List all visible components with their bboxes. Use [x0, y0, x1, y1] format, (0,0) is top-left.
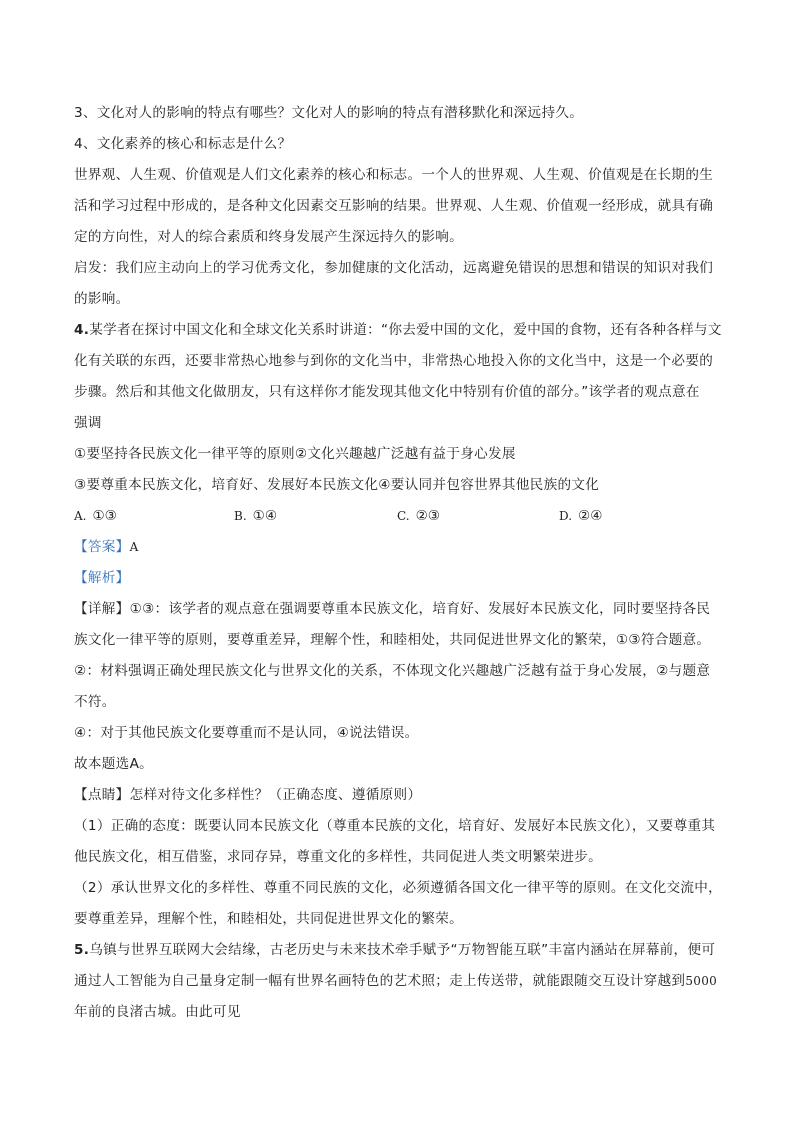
- choice-c: C. ②③: [397, 508, 440, 524]
- answer-line: [74, 532, 726, 563]
- text-line: 不符。: [74, 694, 116, 710]
- text-line: （2）承认世界文化的多样性、尊重不同民族的文化，必须遵循各国文化一律平等的原则。在文化交流中，: [74, 880, 723, 896]
- answer-choices: [74, 501, 726, 532]
- text-line: （1）正确的态度：既要认同本民族文化（尊重本民族的文化，培育好、发展好本民族文化），又要尊重其: [74, 818, 716, 834]
- option-line: ①要坚持各民族文化一律平等的原则②文化兴趣越广泛越有益于身心发展: [74, 446, 516, 462]
- choice-d: D. ②④: [559, 508, 603, 524]
- question-4-stem: 4.某学者在探讨中国文化和全球文化关系时讲道：“你去爱中国的文化，爱中国的食物，还有各种各样与文: [74, 322, 722, 338]
- document-page: [74, 98, 726, 1028]
- text-line: 的影响。: [74, 291, 130, 307]
- text-line: 族文化一律平等的原则，要尊重差异，理解个性，和睦相处，共同促进世界文化的繁荣，①③符合题意。: [74, 632, 711, 648]
- text-line: 3、文化对人的影响的特点有哪些？文化对人的影响的特点有潜移默化和深远持久。: [74, 105, 584, 121]
- text-line: 步骤。然后和其他文化做朋友，只有这样你才能发现其他文化中特别有价值的部分。”该学者的观点意在: [74, 384, 700, 400]
- text-line: 强调: [74, 415, 102, 431]
- question-number: 5.: [74, 942, 90, 958]
- text-line: 活和学习过程中形成的，是各种文化因素交互影响的结果。世界观、人生观、价值观一经形成，就具有确: [74, 198, 714, 214]
- text-line: 通过人工智能为自己量身定制一幅有世界名画特色的艺术照；走上传送带，就能跟随交互设计穿越到5000: [74, 973, 718, 989]
- answer-value: A: [129, 540, 139, 554]
- question-5-stem: 5.乌镇与世界互联网大会结缘，古老历史与未来技术牵手赋予“万物智能互联”丰富内涵站在屏幕前，便可: [74, 942, 716, 958]
- detail-line: 【详解】①③：该学者的观点意在强调要尊重本民族文化，培育好、发展好本民族文化，同时要坚持各民: [74, 601, 711, 617]
- choice-b: B. ①④: [234, 508, 278, 524]
- text-line: 定的方向性，对人的综合素质和终身发展产生深远持久的影响。: [74, 229, 464, 245]
- detail-tag: 【详解】: [74, 601, 130, 617]
- text-line: 他民族文化，相互借鉴，求同存异，尊重文化的多样性，共同促进人类文明繁荣进步。: [74, 849, 602, 865]
- option-line: ③要尊重本民族文化，培育好、发展好本民族文化④要认同并包容世界其他民族的文化: [74, 477, 600, 493]
- analysis-tag: 【解析】: [74, 570, 130, 586]
- text-line: 要尊重差异，理解个性，和睦相处，共同促进世界文化的繁荣。: [74, 911, 464, 927]
- text-line: 4、文化素养的核心和标志是什么？: [74, 136, 292, 152]
- text-line: 启发：我们应主动向上的学习优秀文化，参加健康的文化活动，远离避免错误的思想和错误的知识对我们: [74, 260, 714, 276]
- text-line: ④：对于其他民族文化要尊重而不是认同，④说法错误。: [74, 725, 419, 741]
- question-number: 4.: [74, 322, 90, 338]
- choice-a: A. ①③: [74, 508, 117, 524]
- analysis-line: [74, 563, 726, 594]
- text-line: 化有关联的东西，还要非常热心地参与到你的文化当中，非常热心地投入你的文化当中，这是一个必要的: [74, 353, 714, 369]
- text-line: 年前的良渚古城。由此可见: [74, 1004, 241, 1020]
- text-line: ②：材料强调正确处理民族文化与世界文化的关系，不体现文化兴趣越广泛越有益于身心发展，②与题意: [74, 663, 711, 679]
- answer-tag: 【答案】: [74, 539, 130, 555]
- point-line: 【点睛】怎样对待文化多样性？（正确态度、遵循原则）: [74, 787, 422, 803]
- point-tag: 【点睛】: [74, 787, 130, 803]
- text-line: 世界观、人生观、价值观是人们文化素养的核心和标志。一个人的世界观、人生观、价值观是在长期的生: [74, 167, 714, 183]
- conclusion-line: 故本题选A。: [74, 756, 154, 772]
